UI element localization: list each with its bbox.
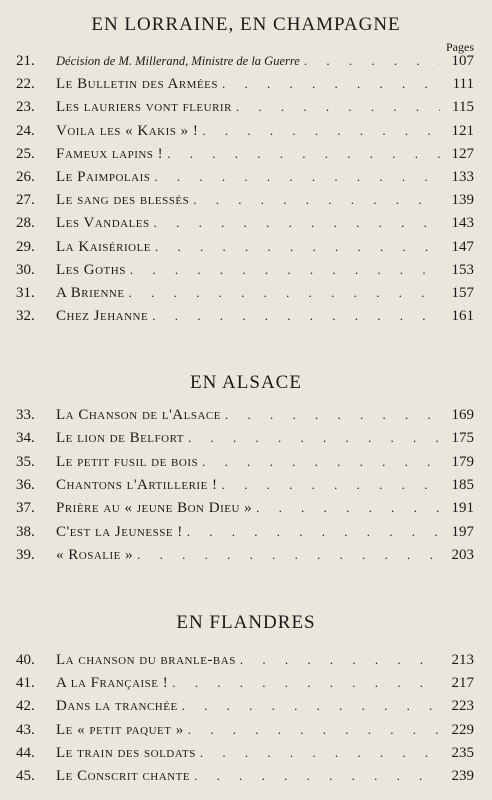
pages-column-label: Pages	[446, 40, 474, 54]
toc-entry[interactable]	[16, 262, 474, 284]
toc-entry[interactable]	[16, 123, 474, 145]
entry-title: Chantons l'Artillerie !	[56, 476, 218, 493]
entry-title: A Brienne	[56, 285, 125, 301]
dot-leader	[152, 308, 440, 324]
entry-title: Fameux lapins !	[56, 145, 164, 162]
entry-number: 21.	[16, 53, 35, 69]
entry-number: 29.	[16, 238, 35, 255]
toc-entry[interactable]	[16, 430, 474, 452]
entry-number: 38.	[16, 523, 35, 540]
entry-number: 24.	[16, 122, 35, 139]
section-title: EN ALSACE	[190, 372, 302, 393]
toc-entry[interactable]	[16, 454, 474, 476]
dot-leader	[129, 285, 440, 301]
entry-number: 33.	[16, 407, 35, 423]
entry-page-number: 169	[451, 407, 474, 423]
entry-number: 34.	[16, 430, 35, 447]
entry-number: 23.	[16, 99, 35, 116]
entry-page-number: 239	[451, 768, 474, 784]
toc-entry[interactable]	[16, 239, 474, 261]
entry-title: C'est la Jeunesse !	[56, 523, 183, 540]
entry-page-number: 185	[451, 476, 474, 493]
entry-page-number: 179	[451, 453, 474, 470]
dot-leader	[154, 169, 440, 185]
entry-number: 30.	[16, 261, 35, 278]
dot-leader	[202, 123, 440, 139]
toc-entry[interactable]	[16, 192, 474, 214]
entry-page-number: 111	[452, 76, 474, 93]
entry-number: 25.	[16, 145, 35, 162]
section-title: EN FLANDRES	[176, 612, 316, 633]
entry-number: 27.	[16, 192, 35, 209]
entry-title: Le Bulletin des Armées	[56, 76, 219, 93]
entry-title: Le train des soldats	[56, 744, 196, 761]
entry-page-number: 143	[451, 215, 474, 232]
entry-title: Le Conscrit chante	[56, 768, 191, 784]
entry-number: 32.	[16, 308, 35, 325]
dot-leader	[240, 652, 440, 668]
entry-number: 22.	[16, 76, 35, 93]
entry-title: La Chanson de l'Alsace	[56, 407, 221, 423]
entry-number: 28.	[16, 215, 35, 232]
dot-leader	[202, 454, 440, 470]
toc-entry[interactable]	[16, 76, 474, 98]
toc-entry[interactable]	[16, 547, 474, 569]
entry-number: 42.	[16, 698, 35, 715]
toc-entry[interactable]	[16, 652, 474, 674]
entry-title: Les lauriers vont fleurir	[56, 99, 232, 116]
entry-page-number: 161	[451, 308, 474, 325]
entry-title: Le Paimpolais	[56, 169, 151, 185]
entry-page-number: 217	[451, 675, 474, 692]
dot-leader	[155, 239, 440, 255]
entry-page-number: 139	[451, 192, 474, 209]
toc-entry[interactable]	[16, 308, 474, 330]
entry-page-number: 175	[451, 430, 474, 447]
toc-entry[interactable]	[16, 722, 474, 744]
entry-title: Le « petit paquet »	[56, 721, 184, 738]
toc-entry[interactable]	[16, 524, 474, 546]
entry-number: 40.	[16, 652, 35, 668]
entry-page-number: 191	[451, 500, 474, 517]
entry-title: Prière au « jeune Bon Dieu »	[56, 500, 253, 517]
entry-page-number: 115	[452, 99, 474, 116]
entry-number: 36.	[16, 476, 35, 493]
entry-title: La chanson du branle-bas	[56, 652, 236, 668]
entry-number: 37.	[16, 500, 35, 517]
dot-leader	[225, 407, 440, 423]
dot-leader	[187, 524, 440, 540]
dot-leader	[193, 192, 440, 208]
entry-page-number: 197	[451, 523, 474, 540]
entry-number: 26.	[16, 169, 35, 185]
dot-leader	[167, 146, 440, 162]
dot-leader	[194, 768, 440, 784]
dot-leader	[137, 547, 440, 563]
dot-leader	[222, 477, 440, 493]
entry-title: Chez Jehanne	[56, 308, 149, 325]
toc-entry[interactable]	[16, 169, 474, 191]
entry-title: Voila les « Kakis » !	[56, 122, 199, 139]
entry-page-number: 147	[451, 238, 474, 255]
dot-leader	[200, 745, 440, 761]
entry-page-number: 203	[451, 546, 474, 563]
toc-entry[interactable]	[16, 215, 474, 237]
entry-title: Le lion de Belfort	[56, 430, 184, 447]
entry-title: Décision de M. Millerand, Ministre de la Guerre	[56, 54, 300, 68]
entry-number: 43.	[16, 721, 35, 738]
dot-leader	[182, 698, 440, 714]
entry-page-number: 121	[451, 122, 474, 139]
toc-entry[interactable]	[16, 146, 474, 168]
toc-entry[interactable]	[16, 477, 474, 499]
entry-page-number: 153	[451, 261, 474, 278]
dot-leader	[222, 76, 440, 92]
dot-leader	[172, 675, 440, 691]
toc-entry[interactable]	[16, 698, 474, 720]
entry-page-number: 107	[451, 53, 474, 69]
toc-entry[interactable]	[16, 407, 474, 429]
toc-entry[interactable]	[16, 99, 474, 121]
toc-entry[interactable]	[16, 768, 474, 790]
dot-leader	[188, 430, 440, 446]
entry-page-number: 235	[451, 744, 474, 761]
dot-leader	[256, 500, 440, 516]
entry-number: 35.	[16, 453, 35, 470]
entry-title: Dans la tranchée	[56, 698, 178, 715]
dot-leader	[130, 262, 440, 278]
entry-title: Le petit fusil de bois	[56, 453, 199, 470]
entry-title: Le sang des blessés	[56, 192, 190, 209]
dot-leader	[236, 99, 440, 115]
toc-entry[interactable]	[16, 500, 474, 522]
entry-page-number: 133	[451, 169, 474, 185]
entry-title: « Rosalie »	[56, 546, 134, 563]
entry-number: 45.	[16, 768, 35, 784]
section-title: EN LORRAINE, EN CHAMPAGNE	[91, 14, 401, 35]
entry-number: 41.	[16, 675, 35, 692]
entry-title: Les Vandales	[56, 215, 150, 232]
entry-title: La Kaisériole	[56, 238, 152, 255]
entry-number: 44.	[16, 744, 35, 761]
entry-page-number: 229	[451, 721, 474, 738]
entry-page-number: 213	[451, 652, 474, 668]
toc-entry[interactable]	[16, 745, 474, 767]
entry-title: Les Goths	[56, 261, 126, 278]
entry-title: A la Française !	[56, 675, 169, 692]
entry-number: 39.	[16, 546, 35, 563]
dot-leader	[188, 722, 440, 738]
dot-leader	[304, 53, 440, 69]
entry-page-number: 223	[451, 698, 474, 715]
toc-entry[interactable]	[16, 53, 474, 75]
toc-entry[interactable]	[16, 675, 474, 697]
entry-number: 31.	[16, 285, 35, 301]
entry-page-number: 157	[451, 285, 474, 301]
toc-entry[interactable]	[16, 285, 474, 307]
dot-leader	[154, 215, 440, 231]
entry-page-number: 127	[451, 145, 474, 162]
